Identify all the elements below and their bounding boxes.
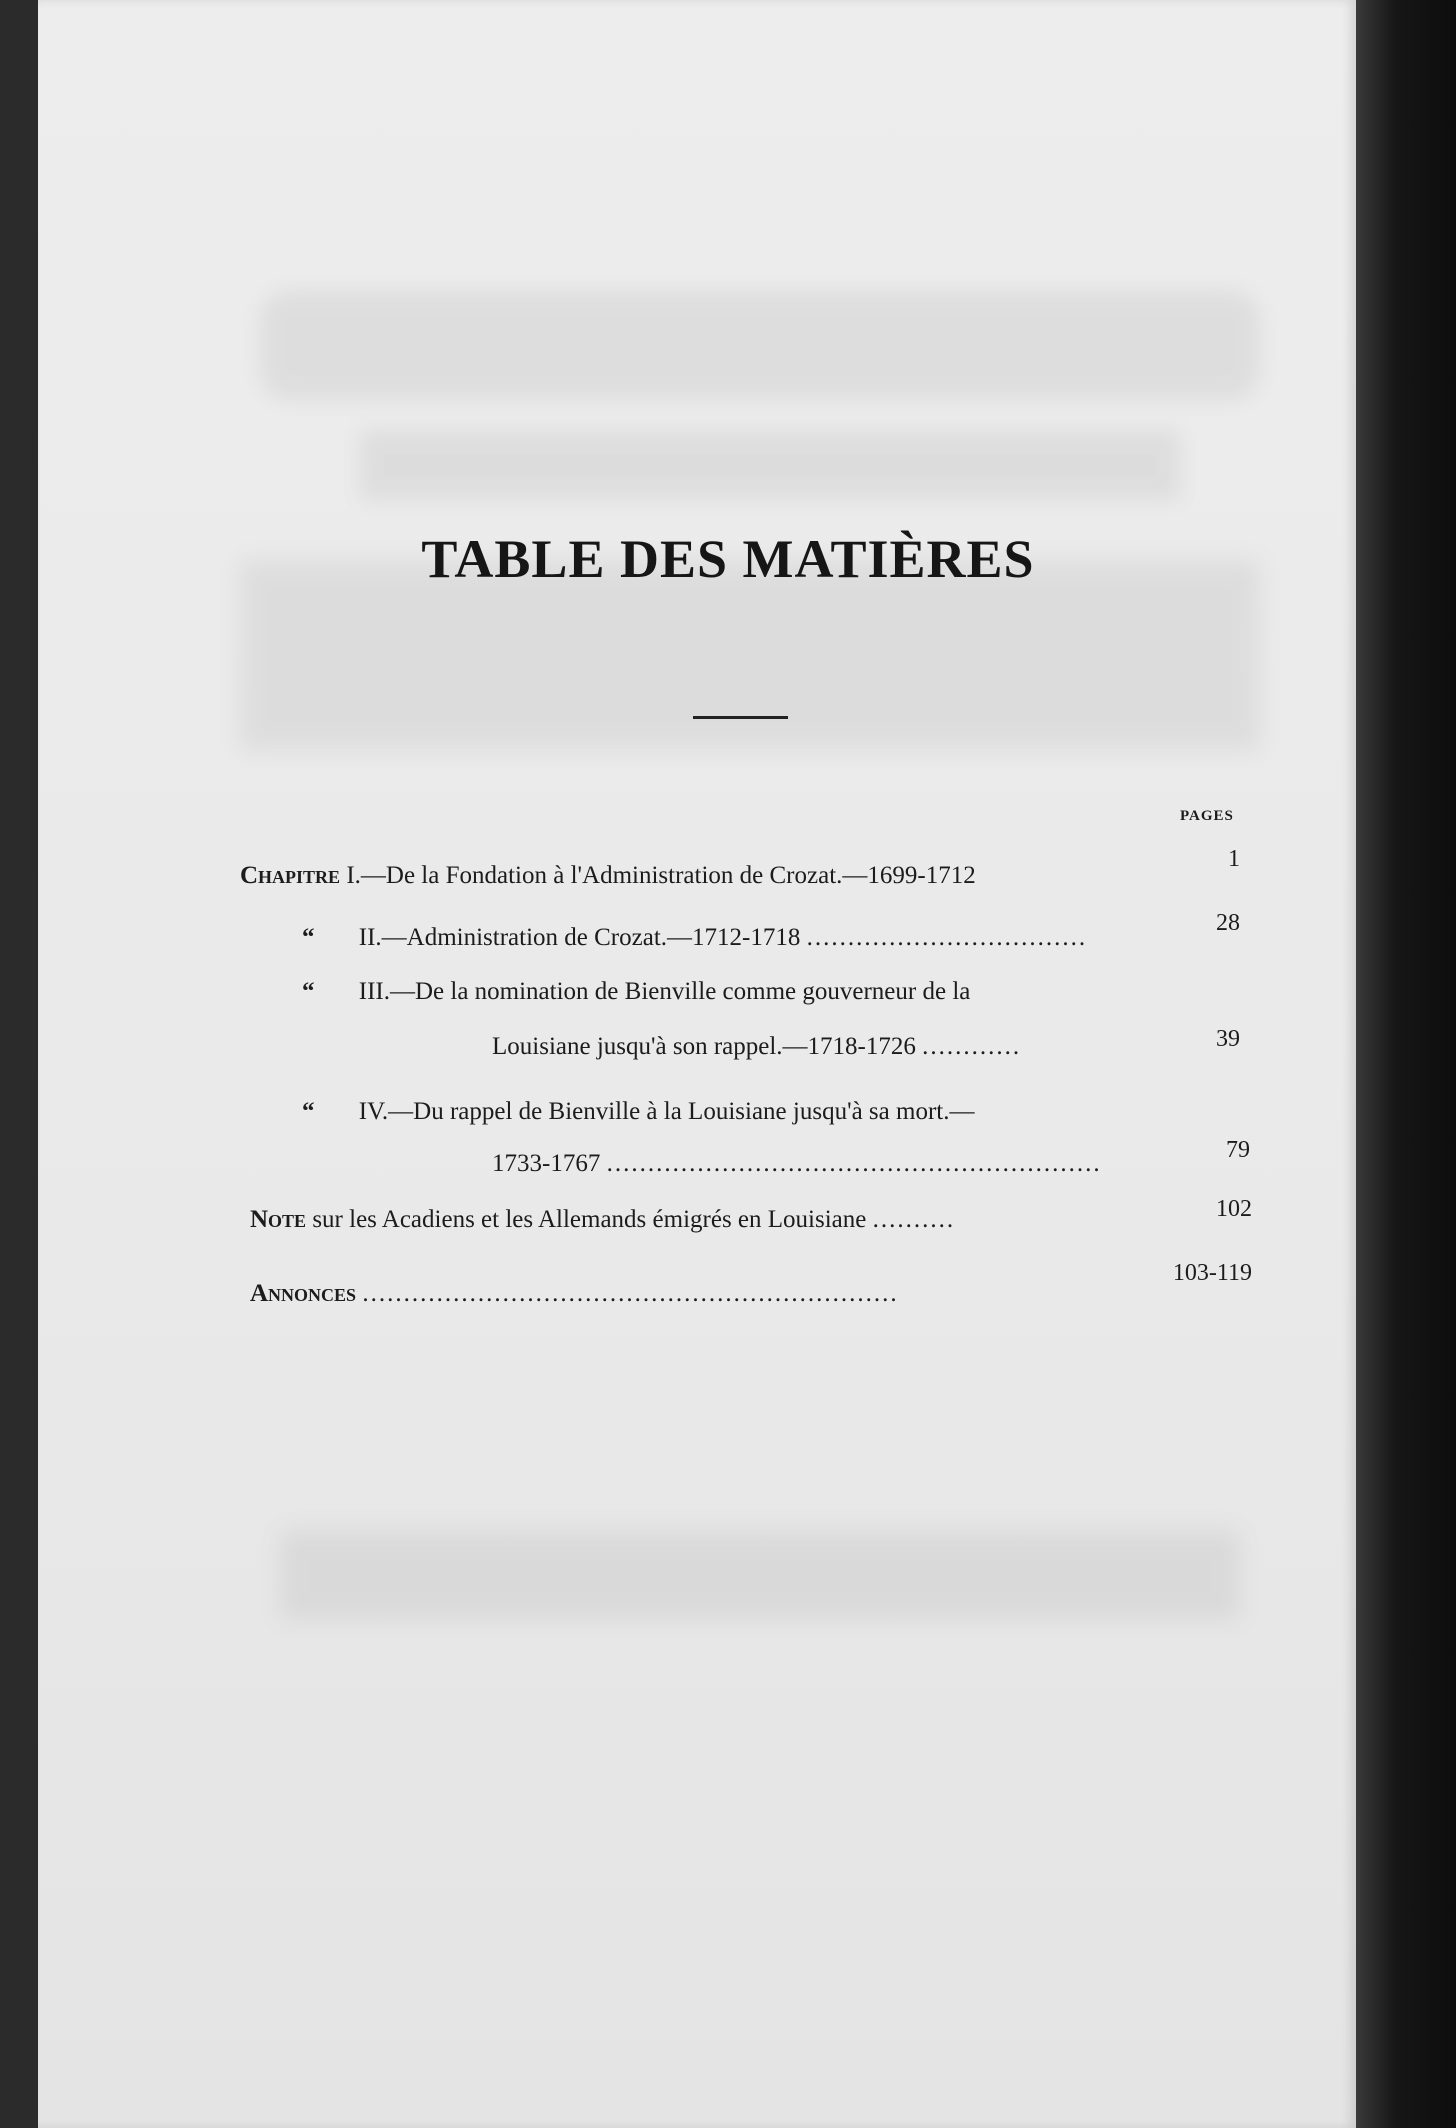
toc-entry-chapter-4[interactable] xyxy=(302,1098,974,1126)
ditto-mark: “ xyxy=(302,1098,315,1125)
toc-entry-annonces[interactable] xyxy=(250,1280,899,1308)
entry-page-number: 103-119 xyxy=(1172,1260,1252,1286)
entry-lead: Note xyxy=(250,1206,307,1233)
toc-entry-chapter-3-continued xyxy=(492,1033,1021,1061)
entry-lead: Chapitre xyxy=(240,862,341,889)
toc-entry-chapter-2[interactable] xyxy=(302,924,1087,952)
toc-entry-chapter-3[interactable] xyxy=(302,978,970,1006)
page-title: TABLE DES MATIÈRES xyxy=(421,529,1035,589)
leader-dots: .................................. xyxy=(806,924,1088,951)
book-page xyxy=(38,0,1356,2128)
entry-title: II.—Administration de Crozat.—1712-1718 xyxy=(358,924,801,951)
toc-entry-chapter-1[interactable] xyxy=(240,862,976,890)
entry-page-number: 1 xyxy=(1228,846,1240,872)
entry-title: IV.—Du rappel de Bienville à la Louisiane jusqu'à sa mort.— xyxy=(358,1098,975,1125)
entry-title-continued: Louisiane jusqu'à son rappel.—1718-1726 xyxy=(492,1033,916,1060)
ditto-mark: “ xyxy=(302,924,315,951)
leader-dots: .......... xyxy=(872,1206,956,1233)
entry-page-number: 28 xyxy=(1216,910,1240,936)
ditto-mark: “ xyxy=(302,978,315,1005)
toc-entry-note[interactable] xyxy=(250,1206,955,1234)
entry-lead: Annonces xyxy=(250,1280,357,1307)
entry-title: sur les Acadiens et les Allemands émigrés en Louisiane xyxy=(312,1206,867,1233)
toc-entry-chapter-4-continued xyxy=(492,1150,1102,1178)
entry-page-number: 102 xyxy=(1216,1196,1252,1222)
leader-dots: ................................................................. xyxy=(362,1280,899,1307)
leader-dots: ............................................................ xyxy=(606,1150,1102,1177)
pages-column-header: PAGES xyxy=(1180,808,1234,824)
leader-dots: ............ xyxy=(922,1033,1022,1060)
entry-page-number: 79 xyxy=(1226,1137,1250,1163)
entry-title: I.—De la Fondation à l'Administration de Crozat.—1699-1712 xyxy=(346,862,976,889)
entry-title-continued: 1733-1767 xyxy=(492,1150,601,1177)
title-divider xyxy=(693,716,788,719)
page-edge-shadow xyxy=(1356,0,1456,2128)
entry-title: III.—De la nomination de Bienville comme gouverneur de la xyxy=(358,978,971,1005)
entry-page-number: 39 xyxy=(1216,1026,1240,1052)
